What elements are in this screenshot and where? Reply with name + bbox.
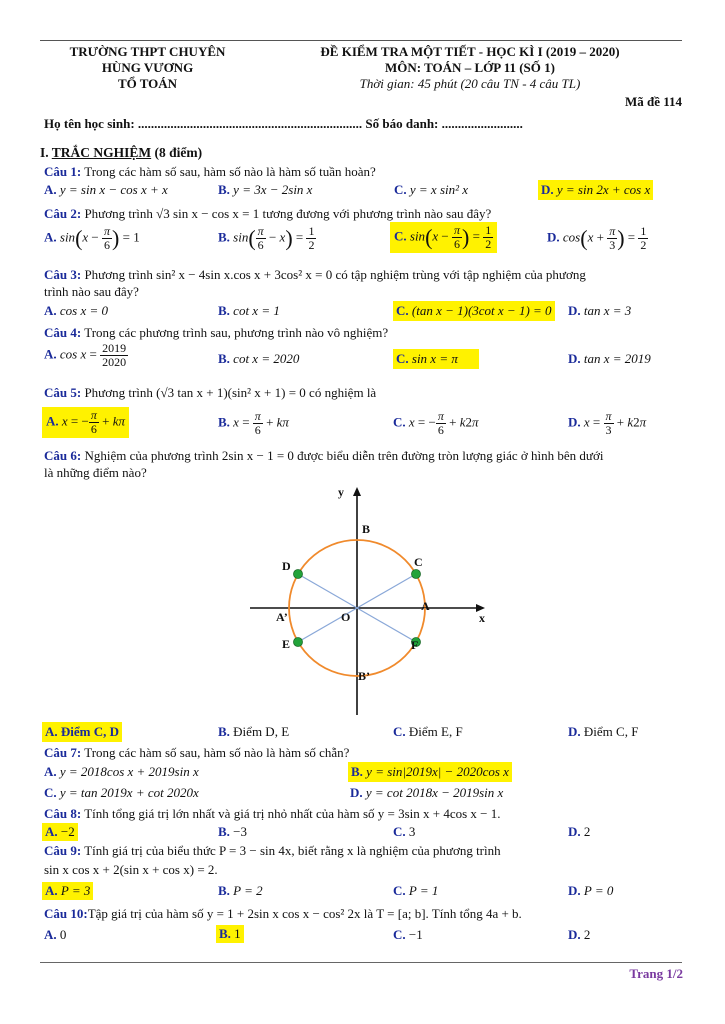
q6-option-b[interactable]: B. Điểm D, E xyxy=(218,724,290,739)
q5-option-a[interactable]: A. x = − $\frac{\pi}{6}$ + kπ xyxy=(42,407,129,438)
q8-option-a[interactable]: A. −2 xyxy=(42,823,78,841)
q1-option-d[interactable]: D. y = sin 2x + cos x xyxy=(538,180,653,200)
question-6-cont: là những điểm nào? xyxy=(44,465,147,480)
q9-option-b[interactable]: B. P = 2 xyxy=(218,883,263,898)
section-number: I. xyxy=(40,145,52,160)
question-2 xyxy=(44,205,682,222)
q5-option-b[interactable]: B. x = $\frac{\pi}{6}$ + kπ xyxy=(218,409,289,437)
q9-option-a[interactable]: A. P = 3 xyxy=(42,882,93,900)
label-b-prime: B’ xyxy=(358,669,370,683)
label-e: E xyxy=(282,637,291,651)
section-points: (8 điểm) xyxy=(151,145,203,160)
q4-option-c[interactable]: C. sin x = π xyxy=(393,349,479,369)
question-number: Câu 1: xyxy=(44,164,82,179)
question-number: Câu 5: xyxy=(44,385,82,400)
q3-option-d[interactable]: D. tan x = 3 xyxy=(568,303,632,318)
question-text: Trong các hàm số sau, hàm số nào là hàm số tuần hoàn? xyxy=(81,164,376,179)
label-c: C xyxy=(414,555,423,569)
question-7 xyxy=(44,744,682,761)
q2-option-b[interactable]: B. sin( $\frac{\pi}{6}$ − x) = $\frac{1}{2}$ xyxy=(218,224,315,252)
question-text: Trong các phương trình sau, phương trình nào vô nghiệm? xyxy=(81,325,389,340)
exam-code: Mã đề 114 xyxy=(624,94,682,109)
question-text: Phương trình (√3 tan x + 1)(sin² x + 1) = 0 có nghiệm là xyxy=(81,385,377,400)
label-a-prime: A’ xyxy=(276,610,288,624)
point-c xyxy=(412,570,421,579)
question-number: Câu 10: xyxy=(44,906,88,921)
question-8 xyxy=(44,805,682,822)
q4-option-b[interactable]: B. cot x = 2020 xyxy=(218,351,300,366)
q7-option-b[interactable]: B. y = sin|2019x| − 2020cos x xyxy=(348,762,512,782)
question-1 xyxy=(44,163,682,180)
q5-option-c[interactable]: C. x = − $\frac{\pi}{6}$ + k2π xyxy=(393,409,479,437)
question-number: Câu 7: xyxy=(44,745,82,760)
exam-header xyxy=(258,44,682,92)
q3-option-a[interactable]: A. cos x = 0 xyxy=(44,303,109,318)
exam-subject: MÔN: TOÁN – LỚP 11 (SỐ 1) xyxy=(385,60,555,75)
question-9 xyxy=(44,842,682,859)
exam-title: ĐỀ KIỂM TRA MỘT TIẾT - HỌC KÌ I (2019 – 2020) xyxy=(320,44,620,59)
q2-option-d[interactable]: D. cos(x + $\frac{\pi}{3}$ ) = $\frac{1}{2}$ xyxy=(547,224,647,252)
q3-option-c[interactable]: C. (tan x − 1)(3cot x − 1) = 0 xyxy=(393,301,555,321)
question-text: Phương trình √3 sin x − cos x = 1 tương đương với phương trình nào sau đây? xyxy=(81,206,492,221)
student-info-line: Họ tên học sinh: ..................................................................... Số báo danh: ......................... xyxy=(44,116,523,131)
q4-option-d[interactable]: D. tan x = 2019 xyxy=(568,351,651,366)
q2-option-a[interactable]: A. sin(x − $\frac{\pi}{6}$ ) = 1 xyxy=(44,224,140,252)
question-3-cont: trình nào sau đây? xyxy=(44,284,139,299)
top-rule xyxy=(40,40,682,41)
q2-option-c[interactable]: C. sin(x − $\frac{\pi}{6}$ ) = $\frac{1}{2}$ xyxy=(390,222,497,253)
q1-option-a[interactable]: A. y = sin x − cos x + x xyxy=(44,182,168,197)
y-axis-arrow xyxy=(353,487,361,496)
label-x: x xyxy=(479,611,485,625)
label-d: D xyxy=(282,559,291,573)
q3-option-b[interactable]: B. cot x = 1 xyxy=(218,303,280,318)
question-number: Câu 6: xyxy=(44,448,82,463)
question-9-cont: sin x cos x + 2(sin x + cos x) = 2. xyxy=(44,862,218,877)
q8-option-d[interactable]: D. 2 xyxy=(568,824,591,839)
question-number: Câu 8: xyxy=(44,806,82,821)
question-number: Câu 3: xyxy=(44,267,82,282)
question-text: Tập giá trị của hàm số y = 1 + 2sin x cos x − cos² 2x là T = [a; b]. Tính tổng 4a + b. xyxy=(87,906,522,921)
question-text: Tính giá trị của biểu thức P = 3 − sin 4x, biết rằng x là nghiệm của phương trình xyxy=(81,843,501,858)
question-text: Tính tổng giá trị lớn nhất và giá trị nhỏ nhất của hàm số y = 3sin x + 4cos x − 1. xyxy=(81,806,501,821)
question-6 xyxy=(44,447,682,464)
department: TỔ TOÁN xyxy=(117,76,178,91)
school-name-1: TRƯỜNG THPT CHUYÊN xyxy=(69,44,226,59)
q8-option-c[interactable]: C. 3 xyxy=(393,824,416,839)
label-origin: O xyxy=(341,610,351,624)
label-f: F xyxy=(411,638,419,652)
unit-circle-figure xyxy=(245,480,495,720)
question-text: Trong các hàm số sau, hàm số nào là hàm số chẵn? xyxy=(81,745,350,760)
question-3 xyxy=(44,266,682,283)
question-5 xyxy=(44,384,682,401)
footer-rule xyxy=(40,962,682,963)
q4-option-a[interactable]: A. cos x = $\frac{2019}{2020}$ xyxy=(44,341,127,369)
point-e xyxy=(294,638,303,647)
q6-option-a[interactable]: A. Điểm C, D xyxy=(42,722,122,742)
question-text: Nghiệm của phương trình 2sin x − 1 = 0 được biểu diễn trên đường tròn lượng giác ở hình bên dưới xyxy=(81,448,604,463)
radius-f xyxy=(357,608,416,642)
q8-option-b[interactable]: B. −3 xyxy=(218,824,248,839)
q10-option-a[interactable]: A. 0 xyxy=(44,927,67,942)
section-title: TRẮC NGHIỆM xyxy=(51,145,152,160)
question-4 xyxy=(44,324,682,341)
q5-option-d[interactable]: D. x = $\frac{\pi}{3}$ + k2π xyxy=(568,409,647,437)
q9-option-c[interactable]: C. P = 1 xyxy=(393,883,439,898)
page-number: Trang 1/2 xyxy=(629,966,683,981)
section-heading xyxy=(40,145,202,161)
q7-option-c[interactable]: C. y = tan 2019x + cot 2020x xyxy=(44,785,199,800)
school-header xyxy=(40,44,255,92)
question-10 xyxy=(44,905,682,922)
q10-option-d[interactable]: D. 2 xyxy=(568,927,591,942)
radius-d xyxy=(298,574,357,608)
question-number: Câu 4: xyxy=(44,325,82,340)
q7-option-d[interactable]: D. y = cot 2018x − 2019sin x xyxy=(350,785,504,800)
q1-option-b[interactable]: B. y = 3x − 2sin x xyxy=(218,182,313,197)
q9-option-d[interactable]: D. P = 0 xyxy=(568,883,614,898)
q10-option-b[interactable]: B. 1 xyxy=(216,925,244,943)
question-number: Câu 2: xyxy=(44,206,82,221)
q6-option-c[interactable]: C. Điểm E, F xyxy=(393,724,463,739)
exam-time: Thời gian: 45 phút (20 câu TN - 4 câu TL) xyxy=(359,76,581,91)
label-a: A xyxy=(421,599,430,613)
q6-option-d[interactable]: D. Điểm C, F xyxy=(568,724,639,739)
radius-c xyxy=(357,574,416,608)
q7-option-a[interactable]: A. y = 2018cos x + 2019sin x xyxy=(44,764,199,779)
question-number: Câu 9: xyxy=(44,843,82,858)
school-name-2: HÙNG VƯƠNG xyxy=(101,60,194,75)
label-y: y xyxy=(338,485,344,499)
question-text: Phương trình sin² x − 4sin x.cos x + 3cos² x = 0 có tập nghiệm trùng với tập nghiệm của phương xyxy=(81,267,586,282)
q10-option-c[interactable]: C. −1 xyxy=(393,927,423,942)
q1-option-c[interactable]: C. y = x sin² x xyxy=(394,182,469,197)
label-b: B xyxy=(362,522,371,536)
point-d xyxy=(294,570,303,579)
